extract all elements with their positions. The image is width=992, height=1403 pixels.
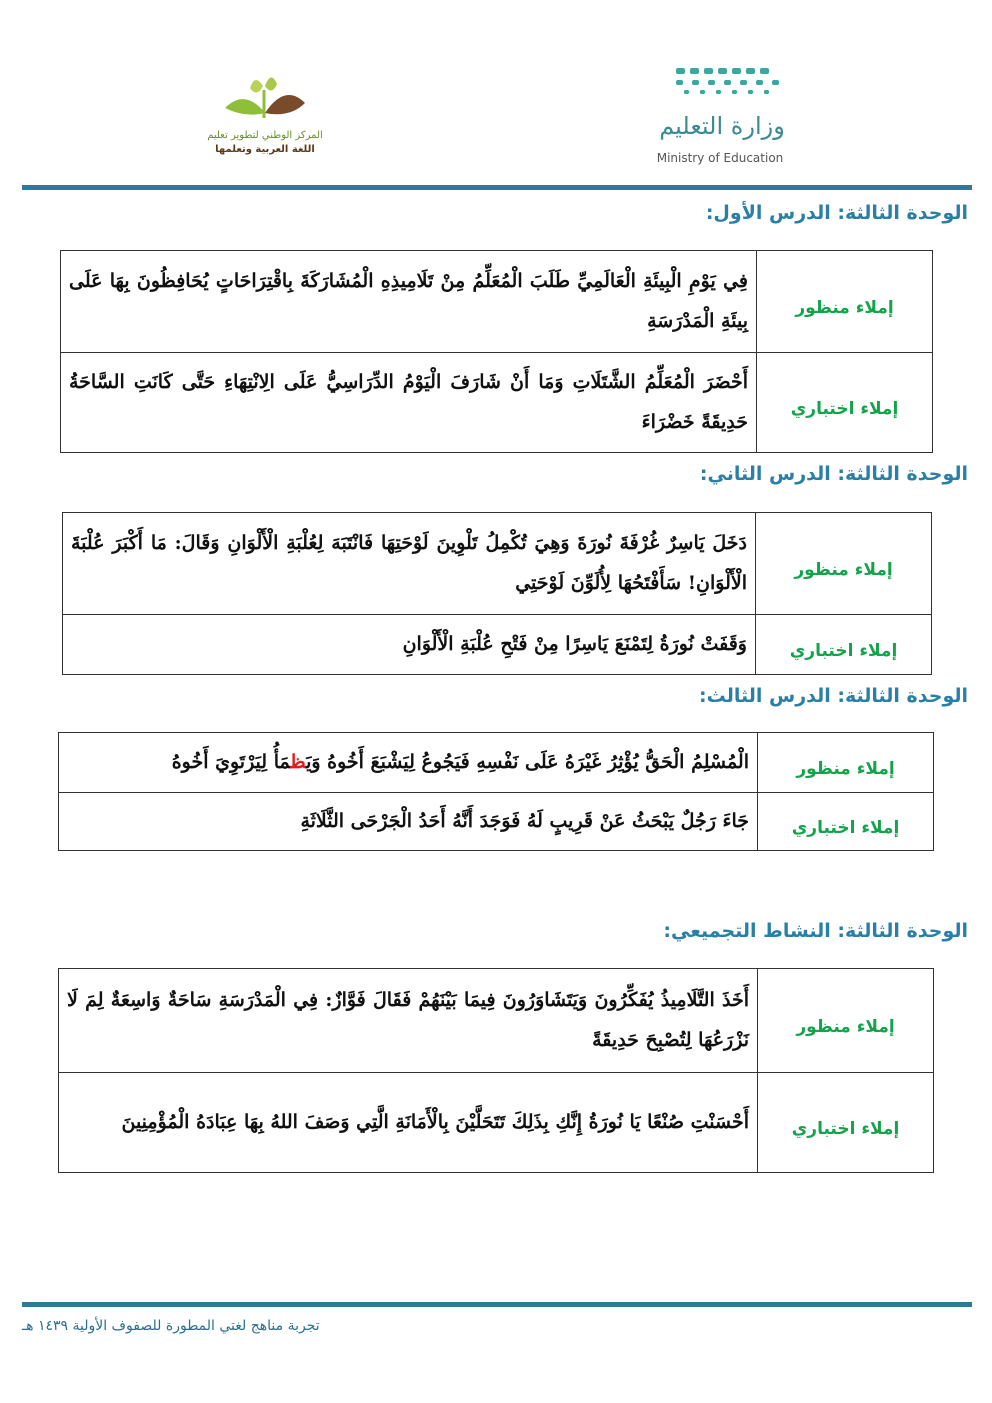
table-row (59, 1073, 934, 1173)
ministry-of-education-logo (640, 62, 800, 172)
dictation-text: أَحْضَرَ الْمُعَلِّمُ الشَّتَلَاتِ وَمَا أَنْ شَارَفَ الْيَوْمُ الدِّرَاسِيُّ عَلَى الِانْتِهَاءِ حَتَّى كَانَتِ السَّاحَةُ حَدِيقَةً خَضْرَاءَ (61, 353, 757, 453)
dictation-type: إملاء منظور (757, 251, 933, 353)
lesson-table (60, 250, 933, 453)
table-row (61, 251, 933, 353)
dictation-text: فِي يَوْمِ الْبِيئَةِ الْعَالَمِيِّ طَلَبَ الْمُعَلِّمُ مِنْ تَلَامِيذِهِ الْمُشَارَكَةَ بِاقْتِرَاحَاتٍ يُحَافِظُونَ بِهَا عَلَى بِيئَةِ الْمَدْرَسَةِ (61, 251, 757, 353)
footer-divider (22, 1302, 972, 1307)
dictation-text: جَاءَ رَجُلٌ يَبْحَثُ عَنْ قَرِيبٍ لَهُ فَوَجَدَ أَنَّهُ أَحَدُ الْجَرْحَى الثَّلَاثَةِ (59, 793, 758, 851)
table-row (59, 969, 934, 1073)
text-segment: مَأُ لِيَرْتَوِيَ أَخُوهُ (171, 750, 291, 773)
text-segment: الْمُسْلِمُ الْحَقُّ يُؤْثِرُ غَيْرَهُ عَلَى نَفْسِهِ فَيَجُوعُ لِيَشْبَعَ أَخُوهُ وَيَ (306, 750, 749, 773)
footer-text: تجربة مناهج لغتي المطورة للصفوف الأولية ١٤٣٩ هـ (22, 1318, 320, 1334)
section-title: الوحدة الثالثة: الدرس الثاني: (699, 463, 968, 485)
dictation-text: أَخَذَ التَّلَامِيذُ يُفَكِّرُونَ وَيَتَشَاوَرُونَ فِيمَا بَيْنَهُمْ فَقَالَ فَوَّازٌ: فِي الْمَدْرَسَةِ سَاحَةٌ وَاسِعَةٌ لِمَ لَا نَزْرَعُهَا لِتُصْبِحَ حَدِيقَةً (59, 969, 758, 1073)
lesson-table (58, 968, 934, 1173)
page-header (0, 0, 992, 185)
highlighted-letter: ظ (290, 750, 307, 773)
dictation-type: إملاء اختباري (758, 1073, 934, 1173)
dictation-text: أَحْسَنْتِ صُنْعًا يَا نُورَةُ إِنَّكِ بِذَلِكَ تَتَحَلَّيْنَ بِالْأَمَانَةِ الَّتِي وَصَفَ اللهُ بِهَا عِبَادَهُ الْمُؤْمِنِينَ (59, 1073, 758, 1173)
table-row (59, 733, 934, 793)
header-divider (22, 185, 972, 190)
dictation-type: إملاء اختباري (756, 615, 932, 675)
lesson-table (62, 512, 932, 675)
lesson-table (58, 732, 934, 851)
section-title: الوحدة الثالثة: الدرس الأول: (705, 202, 968, 224)
table-row (63, 513, 932, 615)
nc-logo-line2: اللغة العربية وتعلمها (215, 144, 315, 155)
section-title: الوحدة الثالثة: النشاط التجميعي: (663, 920, 968, 942)
table-row (59, 793, 934, 851)
dictation-type: إملاء اختباري (757, 353, 933, 453)
national-center-logo (195, 68, 335, 168)
dictation-type: إملاء منظور (758, 733, 934, 793)
moe-logo-english: Ministry of Education (656, 151, 784, 165)
section-title: الوحدة الثالثة: الدرس الثالث: (699, 685, 968, 707)
table-row (61, 353, 933, 453)
moe-logo-arabic: وزارة التعليم (659, 112, 785, 140)
dictation-text: وَقَفَتْ نُورَةُ لِتَمْنَعَ يَاسِرًا مِنْ فَتْحِ عُلْبَةِ الْأَلْوَانِ (63, 615, 756, 675)
nc-logo-line1: المركز الوطني لتطوير تعليم (207, 130, 323, 141)
dictation-type: إملاء منظور (756, 513, 932, 615)
dictation-type: إملاء اختباري (758, 793, 934, 851)
dictation-text: دَخَلَ يَاسِرٌ غُرْفَةَ نُورَةَ وَهِيَ تُكْمِلُ تَلْوِينَ لَوْحَتِهَا فَانْتَبَهَ لِعُلْبَةِ الْأَلْوَانِ وَقَالَ: مَا أَكْبَرَ عُلْبَةَ الْأَلْوَانِ! سَأَفْتَحُهَا لِأُلَوِّنَ لَوْحَتِي (63, 513, 756, 615)
dictation-text (59, 733, 758, 793)
dictation-type: إملاء منظور (758, 969, 934, 1073)
table-row (63, 615, 932, 675)
